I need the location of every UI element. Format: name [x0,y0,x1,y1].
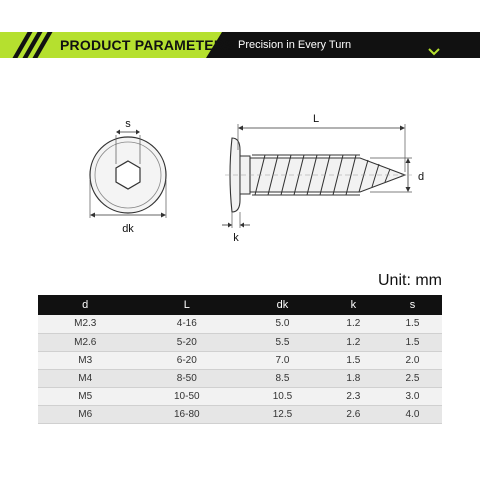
column-header: dk [241,295,324,315]
label-dk: dk [122,223,134,235]
table-cell: M3 [38,351,132,369]
table-header-row [38,295,442,315]
label-k: k [233,232,239,244]
banner-subtitle: Precision in Every Turn [238,39,352,51]
table-cell: 1.2 [324,333,383,351]
table-cell: 6-20 [132,351,241,369]
table-cell: M2.3 [38,315,132,333]
table-cell: 10.5 [241,387,324,405]
table-row [38,387,442,405]
table-cell: 2.6 [324,405,383,423]
head-top-view [90,130,166,219]
column-header: k [324,295,383,315]
table-cell: 1.8 [324,369,383,387]
table-cell: 7.0 [241,351,324,369]
screw-diagram [0,100,480,250]
table-cell: 8-50 [132,369,241,387]
table-cell: 5.5 [241,333,324,351]
table-cell: 1.5 [383,333,442,351]
table-cell: 4.0 [383,405,442,423]
table-cell: M6 [38,405,132,423]
screw-side-view [222,124,412,228]
unit-label: Unit: mm [378,272,442,289]
table-cell: 16-80 [132,405,241,423]
table-cell: 1.2 [324,315,383,333]
table-cell: 2.0 [383,351,442,369]
column-header: d [38,295,132,315]
table-cell: 5-20 [132,333,241,351]
column-header: L [132,295,241,315]
table-cell: 8.5 [241,369,324,387]
label-s: s [125,118,131,130]
table-cell: M4 [38,369,132,387]
label-d: d [418,171,425,183]
table-cell: 4-16 [132,315,241,333]
header-banner [0,32,480,58]
table-cell: 12.5 [241,405,324,423]
label-L: L [312,113,320,125]
column-header: s [383,295,442,315]
parameters-table [38,295,442,424]
table-cell: 1.5 [324,351,383,369]
table-cell: 1.5 [383,315,442,333]
table-cell: 10-50 [132,387,241,405]
chevron-down-icon [428,46,440,58]
table-cell: M2.6 [38,333,132,351]
table-row [38,333,442,351]
table-row [38,405,442,423]
table-cell: 2.3 [324,387,383,405]
table-row [38,351,442,369]
banner-title: PRODUCT PARAMETERS [60,37,234,53]
table-cell: 3.0 [383,387,442,405]
table-cell: 2.5 [383,369,442,387]
table-row [38,315,442,333]
table-cell: M5 [38,387,132,405]
table-cell: 5.0 [241,315,324,333]
table-row [38,369,442,387]
